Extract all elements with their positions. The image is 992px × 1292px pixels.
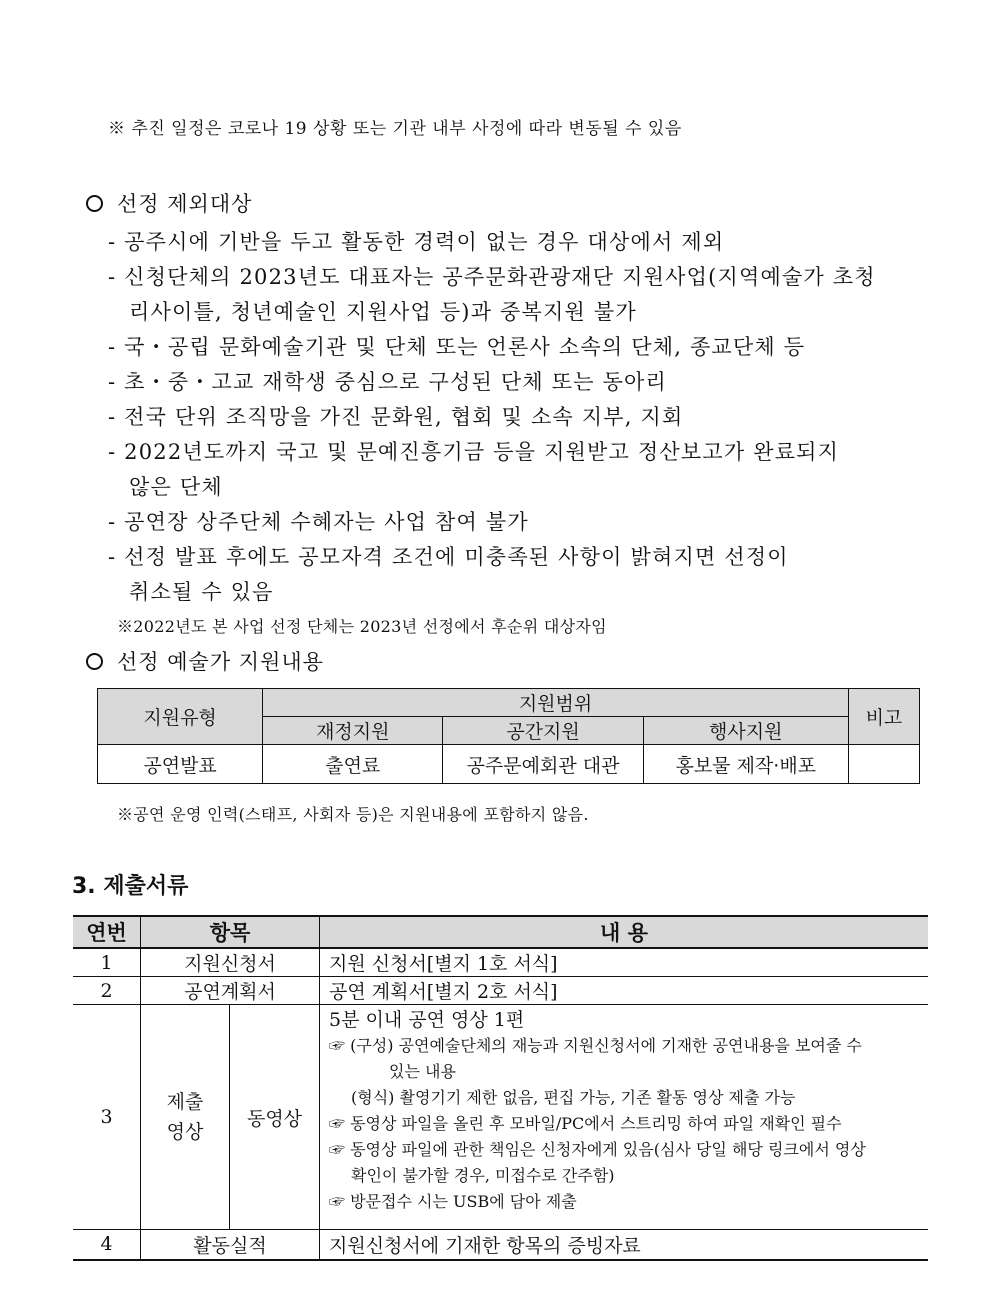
exclusion-item: - 선정 발표 후에도 공모자격 조건에 미충족된 사항이 밝혀지면 선정이 [108,545,789,569]
priority-note: ※2022년도 본 사업 선정 단체는 2023년 선정에서 후순위 대상자임 [117,617,607,636]
header-content: 내 용 [320,916,929,948]
row-no: 1 [73,948,141,977]
row-item-sub: 동영상 [230,1005,320,1230]
content-line: 있는 내용 [389,1062,456,1081]
row-item: 지원신청서 [141,948,320,977]
content-line: ☞ 방문접수 시는 USB에 담아 제출 [329,1192,577,1211]
header-financial: 재정지원 [263,717,443,745]
row-item: 공연계획서 [141,977,320,1005]
header-support-type: 지원유형 [98,689,263,745]
exclusion-item: - 공연장 상주단체 수혜자는 사업 참여 불가 [108,510,529,534]
cell-remarks [848,745,919,784]
table-row [73,1230,928,1260]
support-table [97,688,920,784]
exclusion-item-cont: 취소될 수 있음 [129,580,274,604]
content-line: ☞ 동영상 파일을 올린 후 모바일/PC에서 스트리밍 하여 파일 재확인 필수 [329,1114,842,1133]
exclusion-heading [86,188,252,218]
exclusion-item: - 국・공립 문화예술기관 및 단체 또는 언론사 소속의 단체, 종교단체 등 [108,335,806,359]
row-content [320,1005,929,1230]
header-no: 연번 [73,916,141,948]
row-no: 4 [73,1230,141,1260]
exclusion-heading-text: 선정 제외대상 [117,192,253,216]
schedule-note: ※ 추진 일정은 코로나 19 상황 또는 기관 내부 사정에 따라 변동될 수 있음 [108,119,682,139]
section-title: 3. 제출서류 [72,874,189,899]
header-support-scope: 지원범위 [263,689,849,717]
category-line: 영상 [166,1121,204,1143]
header-event: 행사지원 [643,717,848,745]
row-no: 3 [73,1005,141,1230]
row-content: 공연 계획서[별지 2호 서식] [320,977,929,1005]
content-line: 확인이 불가할 경우, 미접수로 간주함) [351,1166,615,1185]
content-line: ☞ (구성) 공연예술단체의 재능과 지원신청서에 기재한 공연내용을 보여줄 수 [329,1036,862,1055]
exclusion-item: - 전국 단위 조직망을 가진 문화원, 협회 및 소속 지부, 지회 [108,405,684,429]
content-line: (형식) 촬영기기 제한 없음, 편집 가능, 기존 활동 영상 제출 가능 [351,1088,796,1107]
cell-type: 공연발표 [98,745,263,784]
support-heading [86,646,324,676]
cell-space: 공주문예회관 대관 [443,745,643,784]
exclusion-item: - 2022년도까지 국고 및 문예진흥기금 등을 지원받고 정산보고가 완료되지 [108,440,840,464]
header-item: 항목 [141,916,320,948]
staff-note: ※공연 운영 인력(스태프, 사회자 등)은 지원내용에 포함하지 않음. [117,805,589,824]
header-remarks: 비고 [848,689,919,745]
category-line: 제출 [166,1091,204,1113]
content-line: ☞ 동영상 파일에 관한 책임은 신청자에게 있음(심사 당일 해당 링크에서 영상 [329,1140,866,1159]
exclusion-item: - 공주시에 기반을 두고 활동한 경력이 없는 경우 대상에서 제외 [108,230,725,254]
table-row [73,977,928,1005]
circle-bullet-icon [86,195,103,212]
row-content: 지원 신청서[별지 1호 서식] [320,948,929,977]
exclusion-item-cont: 리사이틀, 청년예술인 지원사업 등)과 중복지원 불가 [129,300,637,324]
row-content: 지원신청서에 기재한 항목의 증빙자료 [320,1230,929,1260]
row-item: 활동실적 [141,1230,320,1260]
exclusion-item: - 신청단체의 2023년도 대표자는 공주문화관광재단 지원사업(지역예술가 초청 [108,265,876,289]
table-row [73,1005,928,1230]
cell-financial: 출연료 [263,745,443,784]
header-space: 공간지원 [443,717,643,745]
row-no: 2 [73,977,141,1005]
content-line: 5분 이내 공연 영상 1편 [329,1009,525,1031]
circle-bullet-icon [86,653,103,670]
row-item-category [141,1005,230,1230]
documents-table [73,915,928,1261]
cell-event: 홍보물 제작·배포 [643,745,848,784]
exclusion-item: - 초・중・고교 재학생 중심으로 구성된 단체 또는 동아리 [108,370,668,394]
support-heading-text: 선정 예술가 지원내용 [117,650,324,674]
exclusion-item-cont: 않은 단체 [129,475,223,499]
table-row [73,948,928,977]
